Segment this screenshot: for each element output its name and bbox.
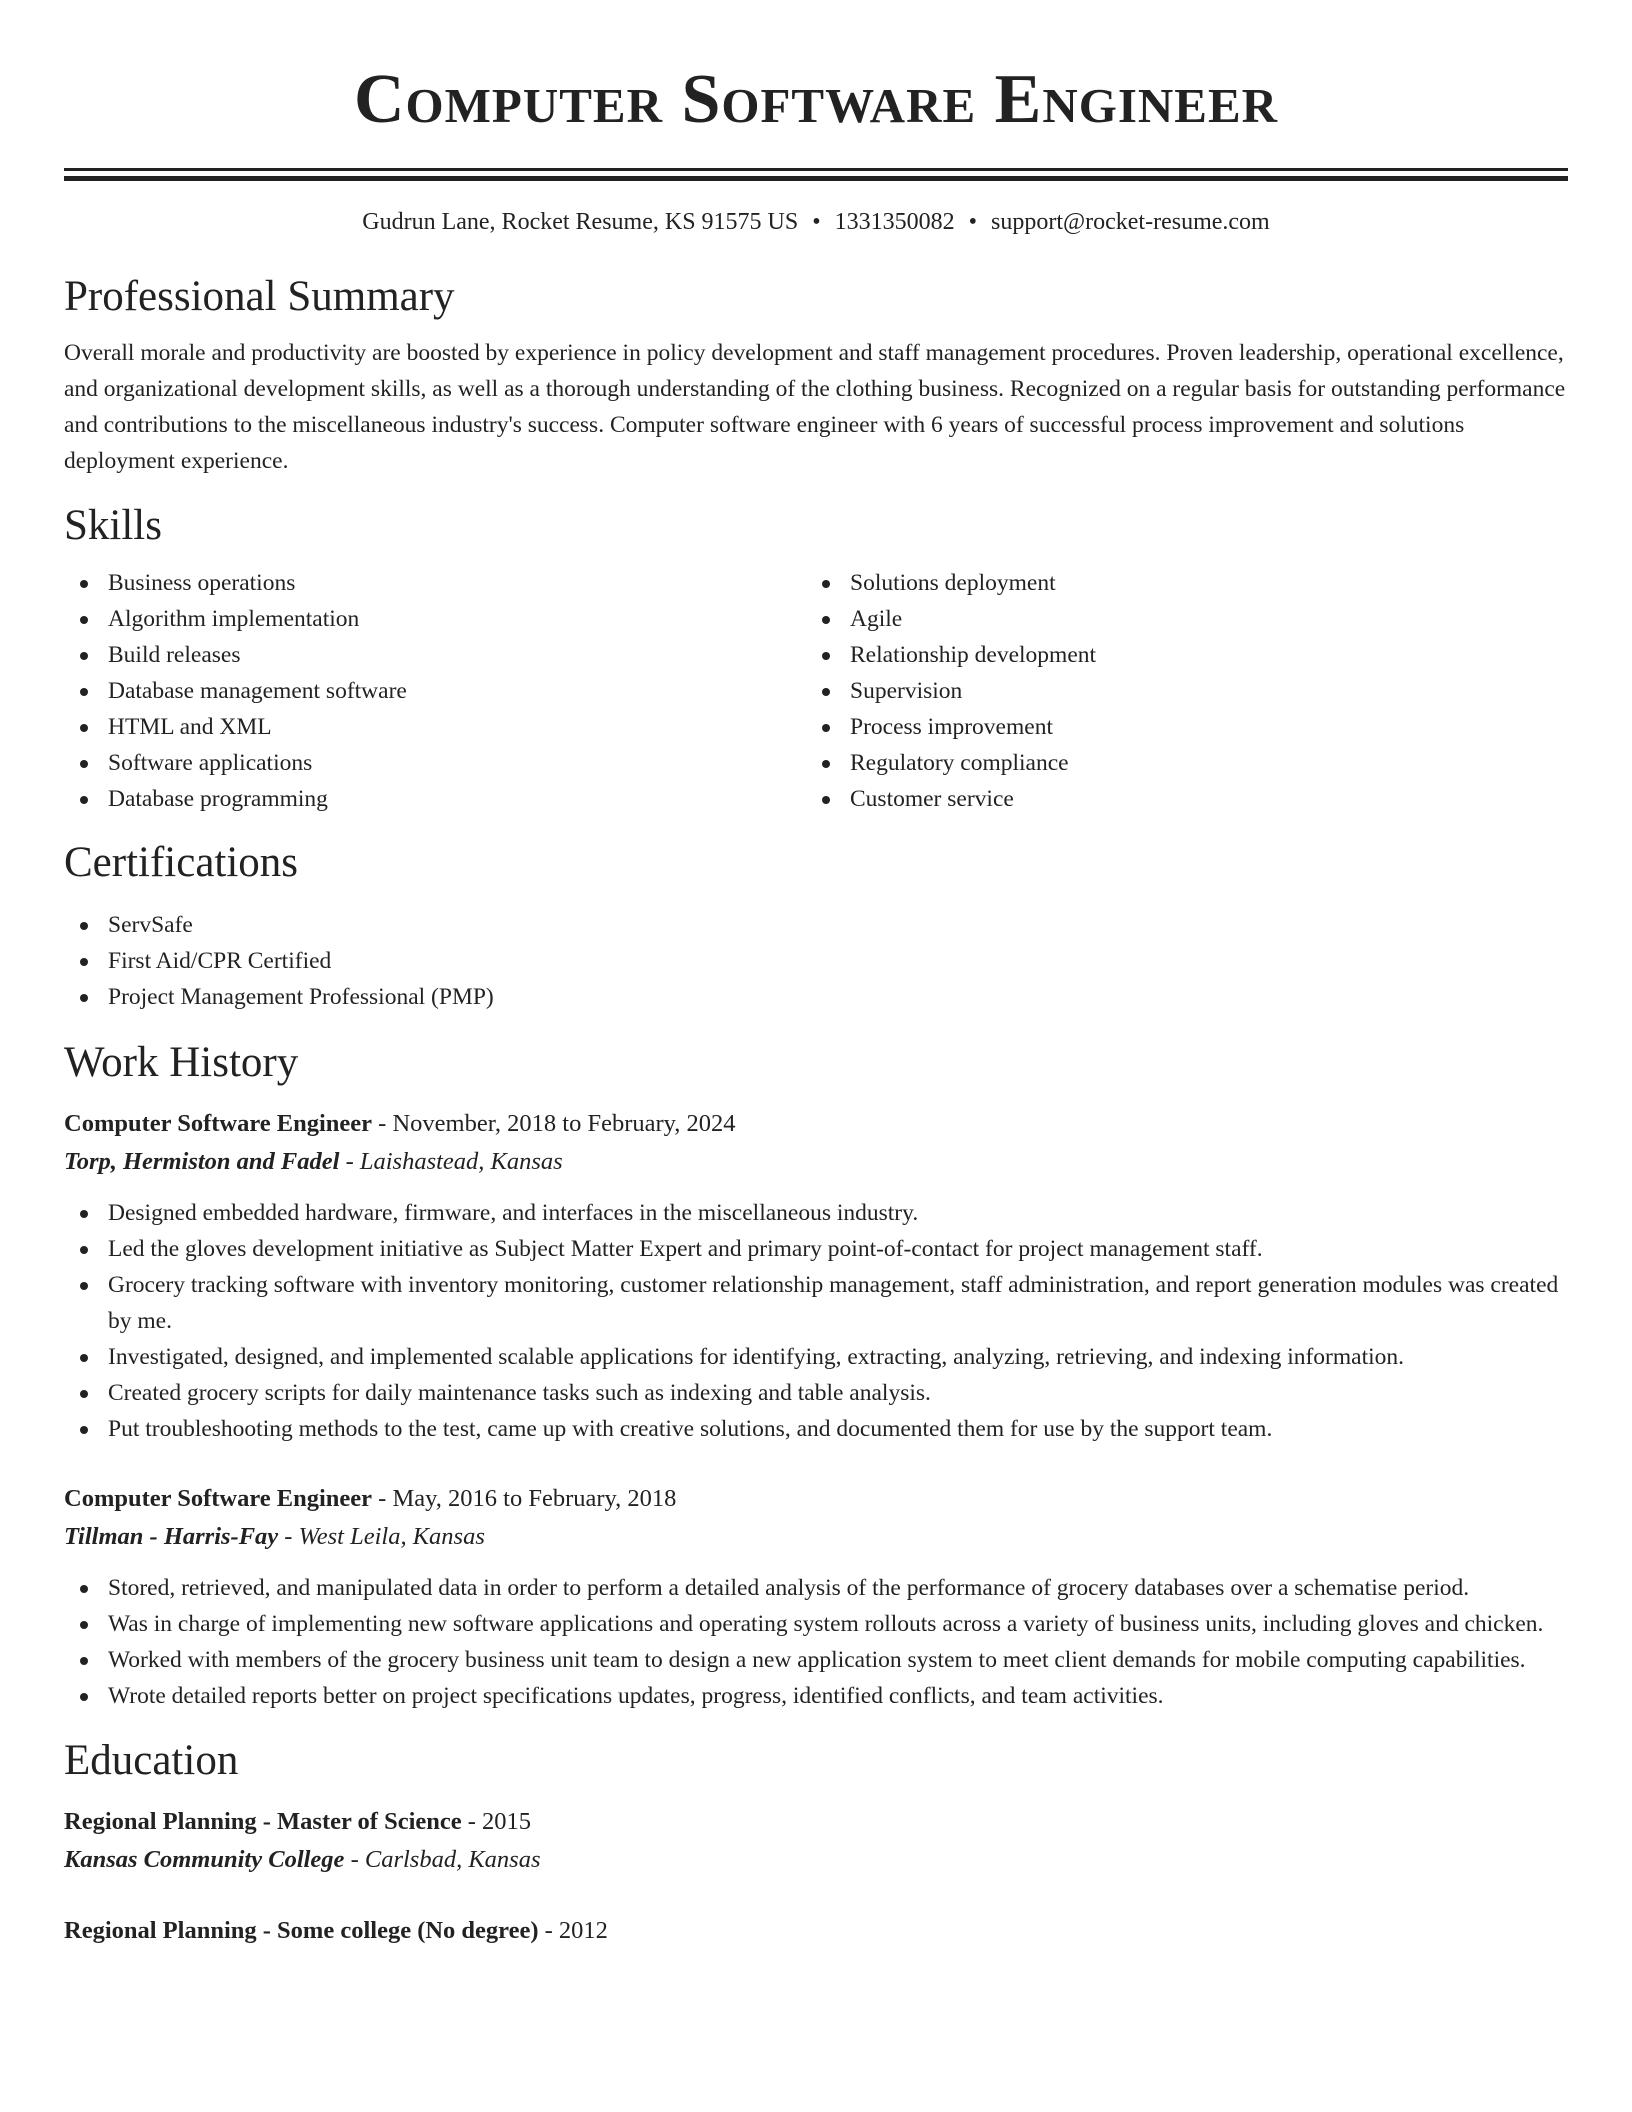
skill-item: Relationship development xyxy=(806,637,1548,673)
job-title-line xyxy=(64,1105,1568,1143)
education-degree: Regional Planning - Some college (No degree) xyxy=(64,1917,539,1945)
skill-item: Customer service xyxy=(806,781,1548,817)
work-history-heading: Work History xyxy=(64,1038,299,1086)
education-year: - 2015 xyxy=(461,1808,532,1836)
job-bullet: Put troubleshooting methods to the test, came up with creative solutions, and documented them for use by the support team. xyxy=(64,1411,1568,1447)
job-company-line xyxy=(64,1143,1568,1181)
skill-item: HTML and XML xyxy=(64,709,806,745)
skill-item: Regulatory compliance xyxy=(806,745,1548,781)
job-dates: - May, 2016 to February, 2018 xyxy=(372,1484,677,1512)
job-company: Tillman - Harris-Fay xyxy=(64,1522,279,1550)
contact-separator: • xyxy=(812,209,821,235)
skills-grid xyxy=(64,565,1568,817)
education-entry xyxy=(64,1803,1568,1879)
job-bullet: Created grocery scripts for daily maintenance tasks such as indexing and table analysis. xyxy=(64,1375,1568,1411)
education-degree-line xyxy=(64,1803,1568,1841)
skill-item: Solutions deployment xyxy=(806,565,1548,601)
skills-heading: Skills xyxy=(64,502,162,550)
header-divider-thick xyxy=(64,176,1568,181)
education-degree-line xyxy=(64,1912,1568,1950)
certifications-list xyxy=(64,907,1568,1015)
job-title: Computer Software Engineer xyxy=(64,1484,373,1512)
skill-item: Database management software xyxy=(64,673,806,709)
job-bullet: Stored, retrieved, and manipulated data in order to perform a detailed analysis of the performance of grocery databases over a schematise period. xyxy=(64,1570,1568,1606)
education-heading: Education xyxy=(64,1736,239,1784)
job-entry xyxy=(64,1105,1568,1447)
education-school: Kansas Community College xyxy=(64,1846,345,1874)
summary-text: Overall morale and productivity are boosted by experience in policy development and staff management procedures. Proven leadership, operational excellence, and organizational development skills, as well as a thorough understanding of the clothing business. Recognized on a regular basis for outstanding performance and contributions to the miscellaneous industry's success. Computer software engineer with 6 years of successful process improvement and solutions deployment experience. xyxy=(64,340,1566,475)
skill-item: Database programming xyxy=(64,781,806,817)
job-bullet: Worked with members of the grocery business unit team to design a new application system to meet client demands for mobile computing capabilities. xyxy=(64,1642,1568,1678)
job-title-line xyxy=(64,1480,1568,1518)
skill-item: Build releases xyxy=(64,637,806,673)
resume-page xyxy=(64,0,1568,1950)
skill-item: Software applications xyxy=(64,745,806,781)
job-bullets xyxy=(64,1570,1568,1714)
header-divider-thin xyxy=(64,168,1568,171)
contact-phone: 1331350082 xyxy=(834,209,955,235)
job-title: Computer Software Engineer xyxy=(64,1109,373,1137)
job-location: - West Leila, Kansas xyxy=(278,1522,485,1550)
job-company: Torp, Hermiston and Fadel xyxy=(64,1147,340,1175)
contact-address: Gudrun Lane, Rocket Resume, KS 91575 US xyxy=(362,209,799,235)
education-location: - Carlsbad, Kansas xyxy=(344,1846,541,1874)
job-bullet: Investigated, designed, and implemented scalable applications for identifying, extracting, analyzing, retrieving, and indexing information. xyxy=(64,1339,1568,1375)
skill-item: Agile xyxy=(806,601,1548,637)
education-degree: Regional Planning - Master of Science xyxy=(64,1808,462,1836)
contact-separator: • xyxy=(968,209,978,235)
job-bullet: Grocery tracking software with inventory monitoring, customer relationship management, staff administration, and report generation modules was created by me. xyxy=(64,1267,1568,1339)
certifications-heading: Certifications xyxy=(64,839,299,887)
job-bullet: Wrote detailed reports better on project specifications updates, progress, identified conflicts, and team activities. xyxy=(64,1678,1568,1714)
skills-list-left xyxy=(64,565,806,817)
job-bullets xyxy=(64,1195,1568,1447)
contact-email: support@rocket-resume.com xyxy=(991,209,1270,235)
job-company-line xyxy=(64,1518,1568,1556)
certification-item: Project Management Professional (PMP) xyxy=(64,979,1568,1015)
contact-line xyxy=(64,208,1568,237)
skill-item: Process improvement xyxy=(806,709,1548,745)
job-bullet: Designed embedded hardware, firmware, and interfaces in the miscellaneous industry. xyxy=(64,1195,1568,1231)
education-school-line xyxy=(64,1841,1568,1879)
skill-item: Algorithm implementation xyxy=(64,601,806,637)
job-bullet: Was in charge of implementing new software applications and operating system rollouts across a variety of business units, including gloves and chicken. xyxy=(64,1606,1568,1642)
certification-item: First Aid/CPR Certified xyxy=(64,943,1568,979)
candidate-name: Computer Software Engineer xyxy=(353,61,1279,138)
certification-item: ServSafe xyxy=(64,907,1568,943)
education-entry xyxy=(64,1912,1568,1950)
skill-item: Supervision xyxy=(806,673,1548,709)
skills-list-right xyxy=(806,565,1548,817)
job-location: - Laishastead, Kansas xyxy=(339,1147,563,1175)
job-entry xyxy=(64,1480,1568,1714)
skill-item: Business operations xyxy=(64,565,806,601)
job-bullet: Led the gloves development initiative as Subject Matter Expert and primary point-of-contact for project management staff. xyxy=(64,1231,1568,1267)
education-year: - 2012 xyxy=(538,1917,608,1945)
summary-heading: Professional Summary xyxy=(64,272,455,320)
job-dates: - November, 2018 to February, 2024 xyxy=(372,1109,736,1137)
